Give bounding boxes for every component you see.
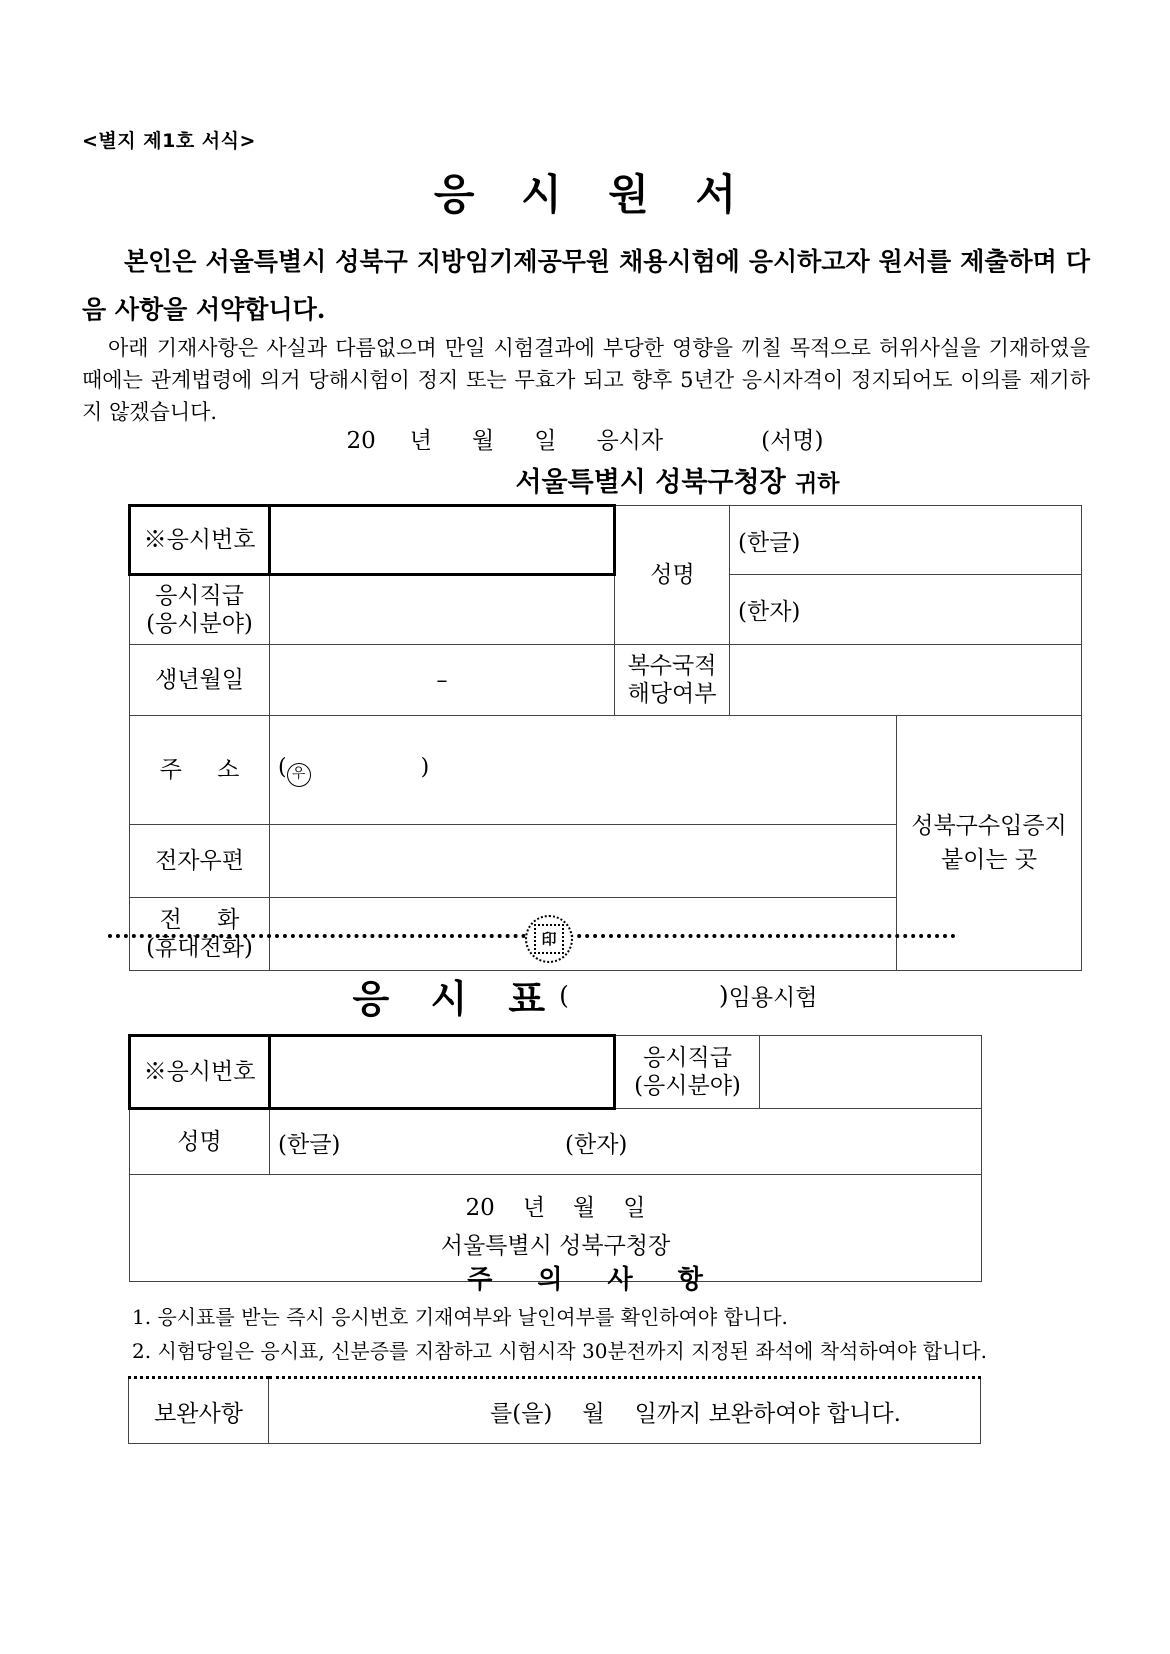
ticket-exam-number-label: ※응시번호 — [130, 1036, 270, 1109]
ticket-date-year: 20 — [465, 1195, 495, 1221]
grade-input[interactable] — [270, 575, 615, 645]
ticket-title-row — [0, 968, 1170, 1023]
supplement-text-2: 월 — [582, 1400, 605, 1427]
stamp-line2: 붙이는 곳 — [940, 847, 1038, 873]
page-title: 응 시 원 서 — [433, 170, 753, 219]
address-label: 주 소 — [130, 716, 270, 825]
date-signature-line — [0, 422, 1170, 455]
list-item: 1. 응시표를 받는 즉시 응시번호 기재여부와 날인여부를 확인하여야 합니다. — [132, 1305, 788, 1329]
date-year-unit: 년 — [409, 428, 432, 454]
table-row — [130, 1036, 982, 1109]
revenue-stamp-area — [897, 716, 1082, 971]
ticket-name-hanja: (한자) — [565, 1131, 628, 1158]
ticket-suffix: 임용시험 — [728, 985, 818, 1011]
ticket-name-input[interactable] — [270, 1109, 982, 1175]
paren-open: ( — [278, 754, 287, 780]
birth-input[interactable] — [270, 645, 615, 716]
ticket-paren-close: ) — [718, 981, 729, 1010]
supplement-label: 보완사항 — [129, 1378, 269, 1444]
notice-list — [132, 1300, 992, 1368]
table-row — [130, 506, 1082, 575]
notice-title: 주 의 사 항 — [467, 1265, 721, 1295]
ticket-date-month-unit: 월 — [573, 1195, 596, 1221]
form-code: <별지 제1호 서식> — [82, 130, 256, 152]
multi-nationality-input[interactable] — [730, 645, 1082, 716]
multi-nationality-line1: 복수국적 — [627, 653, 717, 679]
recipient-suffix: 귀하 — [795, 470, 840, 497]
ticket-table — [128, 1034, 982, 1282]
exam-number-input[interactable] — [270, 506, 615, 575]
ticket-date-line — [130, 1189, 981, 1227]
paren-close: ) — [420, 754, 430, 780]
ticket-paren-open: ( — [559, 981, 569, 1010]
name-label: 성명 — [615, 506, 730, 645]
table-row — [130, 716, 1082, 825]
seal-glyph: 印 — [534, 924, 564, 954]
ticket-grade-label — [615, 1036, 760, 1109]
name-hanja-cell[interactable] — [730, 575, 1082, 645]
postal-code-hint — [278, 755, 429, 780]
ticket-grade-label-line2: (응시분야) — [634, 1073, 741, 1099]
address-input[interactable] — [270, 716, 897, 825]
ticket-date-day-unit: 일 — [623, 1195, 646, 1221]
supplement-text-1: 를(을) — [490, 1400, 553, 1427]
ticket-date-year-unit: 년 — [522, 1195, 546, 1221]
table-row — [130, 575, 1082, 645]
ticket-name-hangul: (한글) — [278, 1131, 341, 1158]
date-month-unit: 월 — [472, 428, 495, 454]
supplement-text-3: 일까지 보완하여야 합니다. — [634, 1400, 901, 1427]
grade-label-line1: 응시직급 — [155, 583, 244, 609]
phone-label-line1: 전 화 — [159, 907, 254, 933]
recipient-name: 서울특별시 성북구청장 — [515, 467, 786, 498]
signature-label: (서명) — [761, 428, 824, 454]
table-row — [129, 1378, 981, 1444]
table-row — [130, 645, 1082, 716]
ticket-authority: 서울특별시 성북구청장 — [440, 1233, 671, 1259]
name-hangul-cell[interactable] — [730, 506, 1082, 575]
date-day-unit: 일 — [534, 428, 557, 454]
ticket-grade-input[interactable] — [760, 1036, 982, 1109]
list-item: 2. 시험당일은 응시표, 신분증를 지참하고 시험시작 30분전까지 지정된 좌석에 착석하여야 합니다. — [132, 1339, 987, 1363]
ticket-name-label: 성명 — [130, 1109, 270, 1175]
multi-nationality-line2: 해당여부 — [627, 681, 717, 707]
date-year: 20 — [346, 428, 376, 454]
email-label: 전자우편 — [130, 825, 270, 898]
pledge-details: 아래 기재사항은 사실과 다름없으며 만일 시험결과에 부당한 영향을 끼칠 목적으로 허위사실을 기재하였을 때에는 관계법령에 의거 당해시험이 정지 또는 무효가 되고 향후 5년간 응시자격이 정지되어도 이의를 제기하지 않겠습니다. — [82, 336, 1090, 424]
grade-label — [130, 575, 270, 645]
recipient-line — [0, 460, 1170, 499]
ticket-exam-number-input[interactable] — [270, 1036, 615, 1109]
name-hanja-label: (한자) — [738, 599, 801, 625]
table-row — [130, 1109, 982, 1175]
applicant-label: 응시자 — [596, 428, 664, 454]
email-input[interactable] — [270, 825, 897, 898]
ticket-title: 응 시 표 — [352, 977, 560, 1021]
grade-label-line2: (응시분야) — [146, 611, 253, 637]
application-table — [128, 504, 1082, 971]
supplement-input[interactable] — [269, 1378, 981, 1444]
birth-label: 생년월일 — [130, 645, 270, 716]
exam-number-label: ※응시번호 — [130, 506, 270, 575]
phone-label-line2: (휴대전화) — [146, 935, 253, 961]
ticket-grade-label-line1: 응시직급 — [643, 1045, 732, 1071]
postal-mark-icon: 우 — [287, 763, 311, 787]
multi-nationality-label — [615, 645, 730, 716]
name-hangul-label: (한글) — [738, 529, 801, 556]
stamp-line1: 성북구수입증지 — [911, 813, 1067, 839]
birth-separator: – — [436, 668, 448, 693]
supplement-table — [128, 1376, 981, 1444]
cut-line-seal-icon — [525, 915, 573, 963]
pledge-statement: 본인은 서울특별시 성북구 지방임기제공무원 채용시험에 응시하고자 원서를 제출하며 다음 사항을 서약합니다. — [82, 247, 1090, 324]
